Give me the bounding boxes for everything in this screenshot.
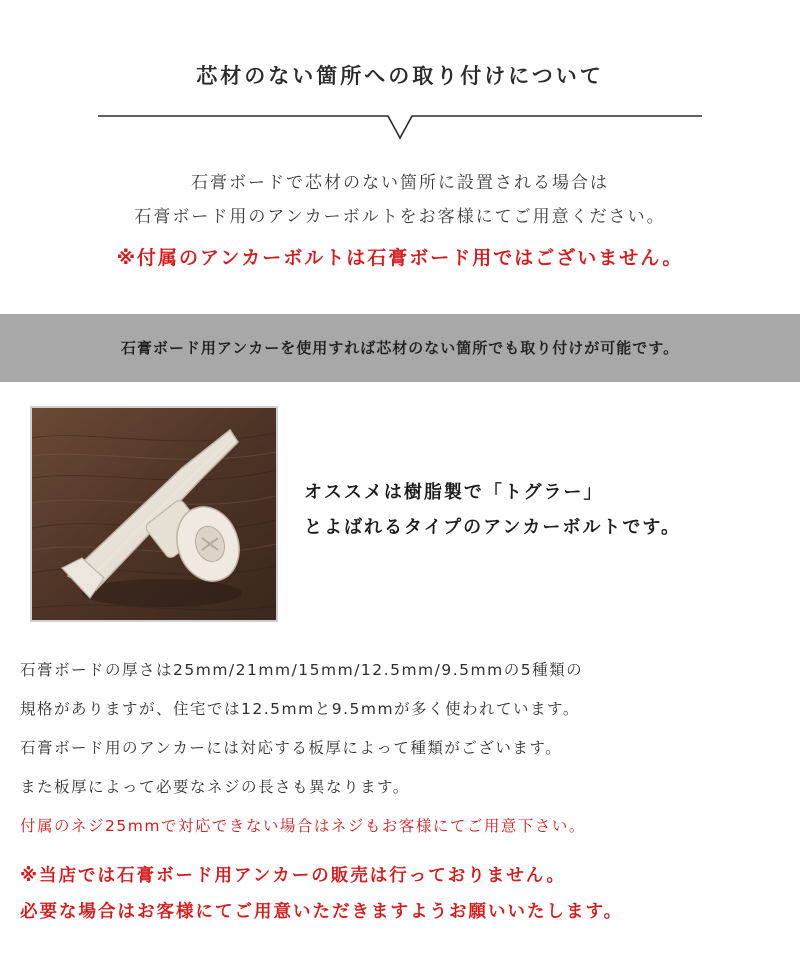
toggler-anchor-photo [30,406,278,622]
info-band [0,314,800,382]
no-sale-warning-line-1: ※当店では石膏ボード用アンカーの販売は行っておりません。 [20,866,566,886]
no-sale-warning-line-2: 必要な場合はお客様にてご用意いただきますようお願いいたします。 [20,902,624,922]
included-bolt-notice: ※付属のアンカーボルトは石膏ボード用ではございません。 [116,247,684,269]
intro-line-2: 石膏ボード用のアンカーボルトをお客様にてご用意ください。 [134,207,666,227]
screw-length-line: また板厚によって必要なネジの長さも異なります。 [20,778,410,796]
heading-divider [98,112,702,142]
recommendation-line-1: オススメは樹脂製で「トグラー」 [304,482,604,503]
section-heading: 芯材のない箇所への取り付けについて [196,64,604,88]
toggler-anchor-image [32,408,276,620]
intro-line-1: 石膏ボードで芯材のない箇所に設置される場合は [191,173,609,193]
anchor-type-line: 石膏ボード用のアンカーには対応する板厚によって種類がございます。 [20,739,563,757]
board-thickness-line-1: 石膏ボードの厚さは25mm/21mm/15mm/12.5mm/9.5mmの5種類の [20,661,584,679]
included-screw-note: 付属のネジ25mmで対応できない場合はネジもお客様にてご用意下さい。 [20,817,586,835]
recommendation-line-2: とよばれるタイプのアンカーボルトです。 [304,517,681,538]
info-band-text: 石膏ボード用アンカーを使用すれば芯材のない箇所でも取り付けが可能です。 [120,339,680,357]
board-thickness-line-2: 規格がありますが、住宅では12.5mmと9.5mmが多く使われています。 [20,700,580,718]
